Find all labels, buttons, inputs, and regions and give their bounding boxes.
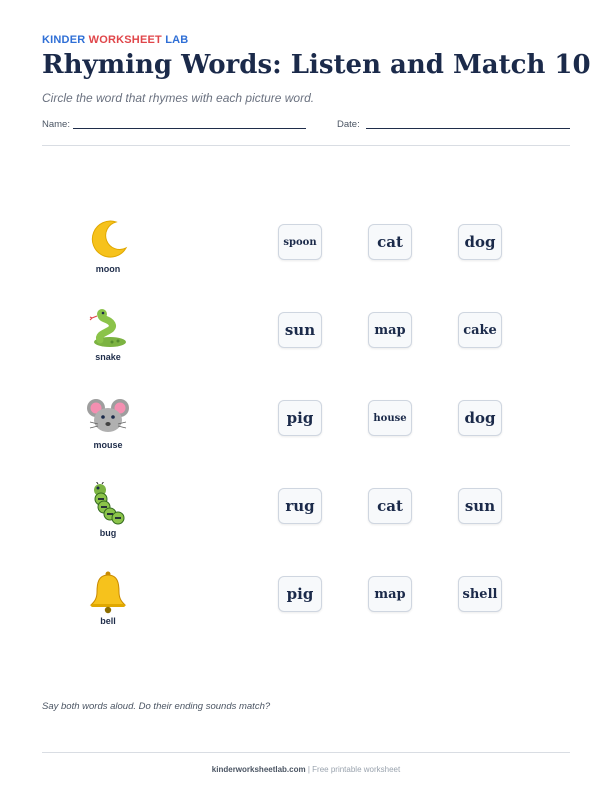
mouse-icon (86, 394, 130, 438)
choice-word[interactable]: house (368, 400, 412, 436)
choice-word[interactable]: cat (368, 224, 412, 260)
header-divider (42, 145, 570, 146)
moon-icon (86, 218, 130, 262)
page-title: Rhyming Words: Listen and Match 10 (42, 50, 591, 80)
picture-word: bell (100, 616, 116, 626)
brand-logo (42, 34, 188, 46)
snake-icon (86, 306, 130, 350)
picture-word: mouse (93, 440, 123, 450)
footer-separator: | (307, 765, 310, 774)
choice-word[interactable]: pig (278, 400, 322, 436)
brand-part-2: WORKSHEET (88, 34, 162, 46)
choice-word[interactable]: dog (458, 224, 502, 260)
choice-word[interactable]: map (368, 312, 412, 348)
choice-word[interactable]: shell (458, 576, 502, 612)
footer-divider (42, 752, 570, 753)
bell-icon (86, 570, 130, 614)
hint-text: Say both words aloud. Do their ending sounds match? (42, 701, 271, 712)
choice-word[interactable]: map (368, 576, 412, 612)
exercise-row (0, 306, 612, 376)
exercise-row (0, 394, 612, 464)
choice-word[interactable]: rug (278, 488, 322, 524)
choice-word[interactable]: dog (458, 400, 502, 436)
date-field[interactable] (366, 128, 570, 129)
choice-word[interactable]: cake (458, 312, 502, 348)
exercise-row (0, 218, 612, 288)
picture-word: moon (95, 264, 121, 274)
bug-icon (86, 482, 130, 526)
choice-word[interactable]: cat (368, 488, 412, 524)
picture-word: bug (99, 528, 117, 538)
date-label: Date: (337, 119, 360, 130)
footer-site: kinderworksheetlab.com (211, 765, 306, 774)
instructions: Circle the word that rhymes with each picture word. (42, 91, 315, 105)
footer-note: Free printable worksheet (312, 765, 401, 774)
picture-cell (78, 218, 138, 274)
name-label: Name: (42, 119, 70, 130)
exercise-row (0, 482, 612, 552)
brand-part-1: KINDER (42, 34, 86, 46)
choice-word[interactable]: pig (278, 576, 322, 612)
choice-word[interactable]: spoon (278, 224, 322, 260)
picture-cell (78, 394, 138, 450)
picture-word: snake (95, 352, 121, 362)
picture-cell (78, 570, 138, 626)
choice-word[interactable]: sun (278, 312, 322, 348)
name-field[interactable] (73, 128, 306, 129)
choice-word[interactable]: sun (458, 488, 502, 524)
picture-cell (78, 306, 138, 362)
exercise-row (0, 570, 612, 640)
footer (0, 765, 612, 774)
picture-cell (78, 482, 138, 538)
brand-part-3: LAB (165, 34, 189, 46)
